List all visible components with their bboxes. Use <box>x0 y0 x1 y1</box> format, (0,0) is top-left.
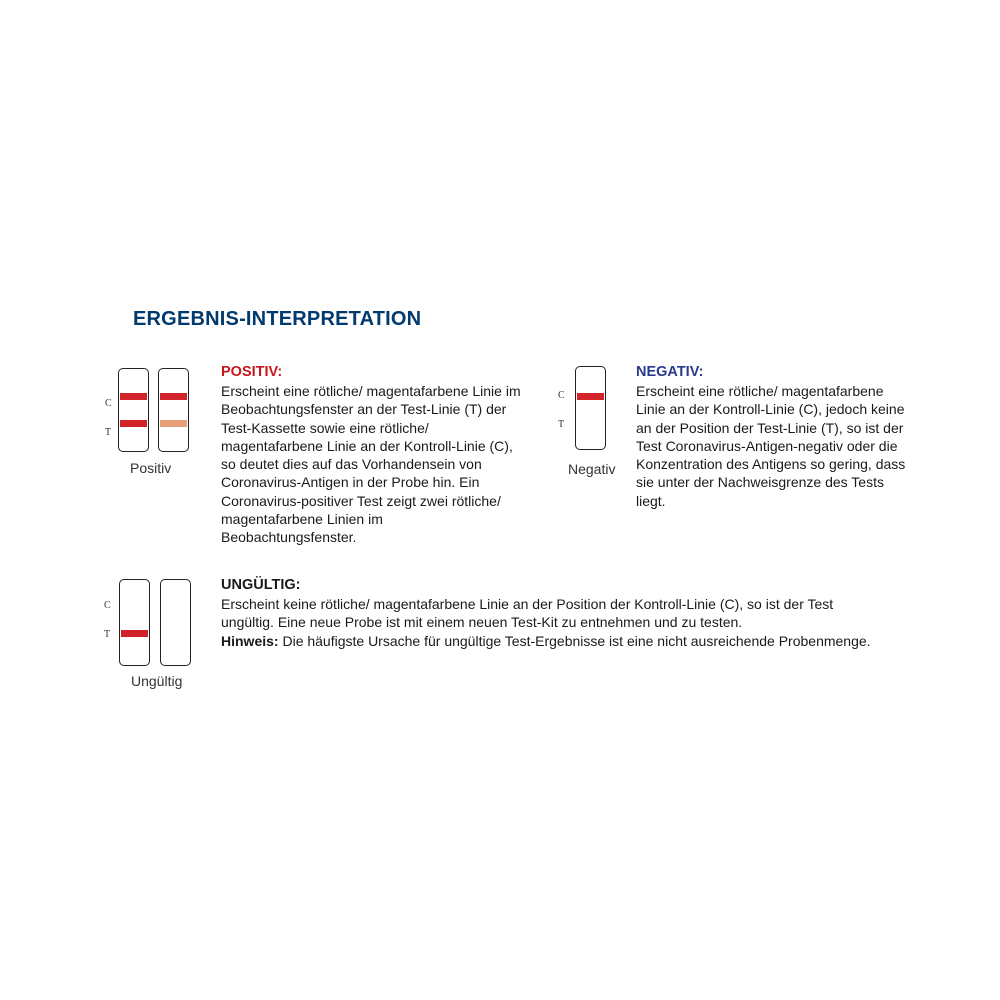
invalid-caption: Ungültig <box>131 673 183 689</box>
test-cassette-strip-invalid-1 <box>119 579 150 666</box>
negative-description <box>636 382 906 510</box>
control-line <box>577 393 604 400</box>
test-line-faint <box>160 420 187 427</box>
negative-text: Erscheint eine rötliche/ magentafarbene Linie an der Kontroll-Linie (C), jedoch keine an der Position der Test-Linie (T), so ist der Test Coronavirus-Antigen-negativ oder die Konzentration des Antigens so gering, dass sie unter der Nachweisgrenze des Tests liegt. <box>636 383 906 509</box>
test-cassette-strip-positive-1 <box>118 368 149 452</box>
test-line <box>120 420 147 427</box>
test-cassette-strip-invalid-2 <box>160 579 191 666</box>
invalid-note <box>221 632 881 650</box>
invalid-text: Erscheint keine rötliche/ magentafarbene Linie an der Position der Kontroll-Linie (C), so ist der Test ungültig. Eine neue Probe ist mit einem neuen Test-Kit zu entnehmen und zu testen. <box>221 596 834 631</box>
test-line <box>121 630 148 637</box>
control-line-label: C <box>104 600 111 611</box>
invalid-heading: UNGÜLTIG: <box>221 577 301 593</box>
test-line-label: T <box>105 427 112 438</box>
control-line-label: C <box>105 398 112 409</box>
control-line <box>160 393 187 400</box>
invalid-description <box>221 595 881 650</box>
note-text: Die häufigste Ursache für ungültige Test-Ergebnisse ist eine nicht ausreichende Probenmenge. <box>278 632 871 649</box>
positive-text: Erscheint eine rötliche/ magentafarbene Linie im Beobachtungsfenster an der Test-Linie (T) der Test-Kassette sowie eine rötliche/ magentafarbene Linie an der Kontroll-Linie (C), so deutet dies auf das Vorhandensein von Coronavirus-Antigen in der Probe hin. Ein Coronavirus-positiver Test zeigt zwei rötliche/ magentafarbene Linien im Beobachtungsfenster. <box>221 383 521 546</box>
page-title: ERGEBNIS-INTERPRETATION <box>133 308 422 330</box>
test-cassette-strip-negative <box>575 366 606 450</box>
negative-heading: NEGATIV: <box>636 364 704 380</box>
note-label: Hinweis: <box>221 632 279 649</box>
positive-description <box>221 382 521 547</box>
test-line-label: T <box>104 629 111 640</box>
positive-caption: Positiv <box>130 460 172 476</box>
control-line-label: C <box>558 390 565 401</box>
negative-caption: Negativ <box>568 461 616 477</box>
positive-heading: POSITIV: <box>221 364 283 380</box>
control-line <box>120 393 147 400</box>
test-line-label: T <box>558 419 565 430</box>
test-cassette-strip-positive-2 <box>158 368 189 452</box>
